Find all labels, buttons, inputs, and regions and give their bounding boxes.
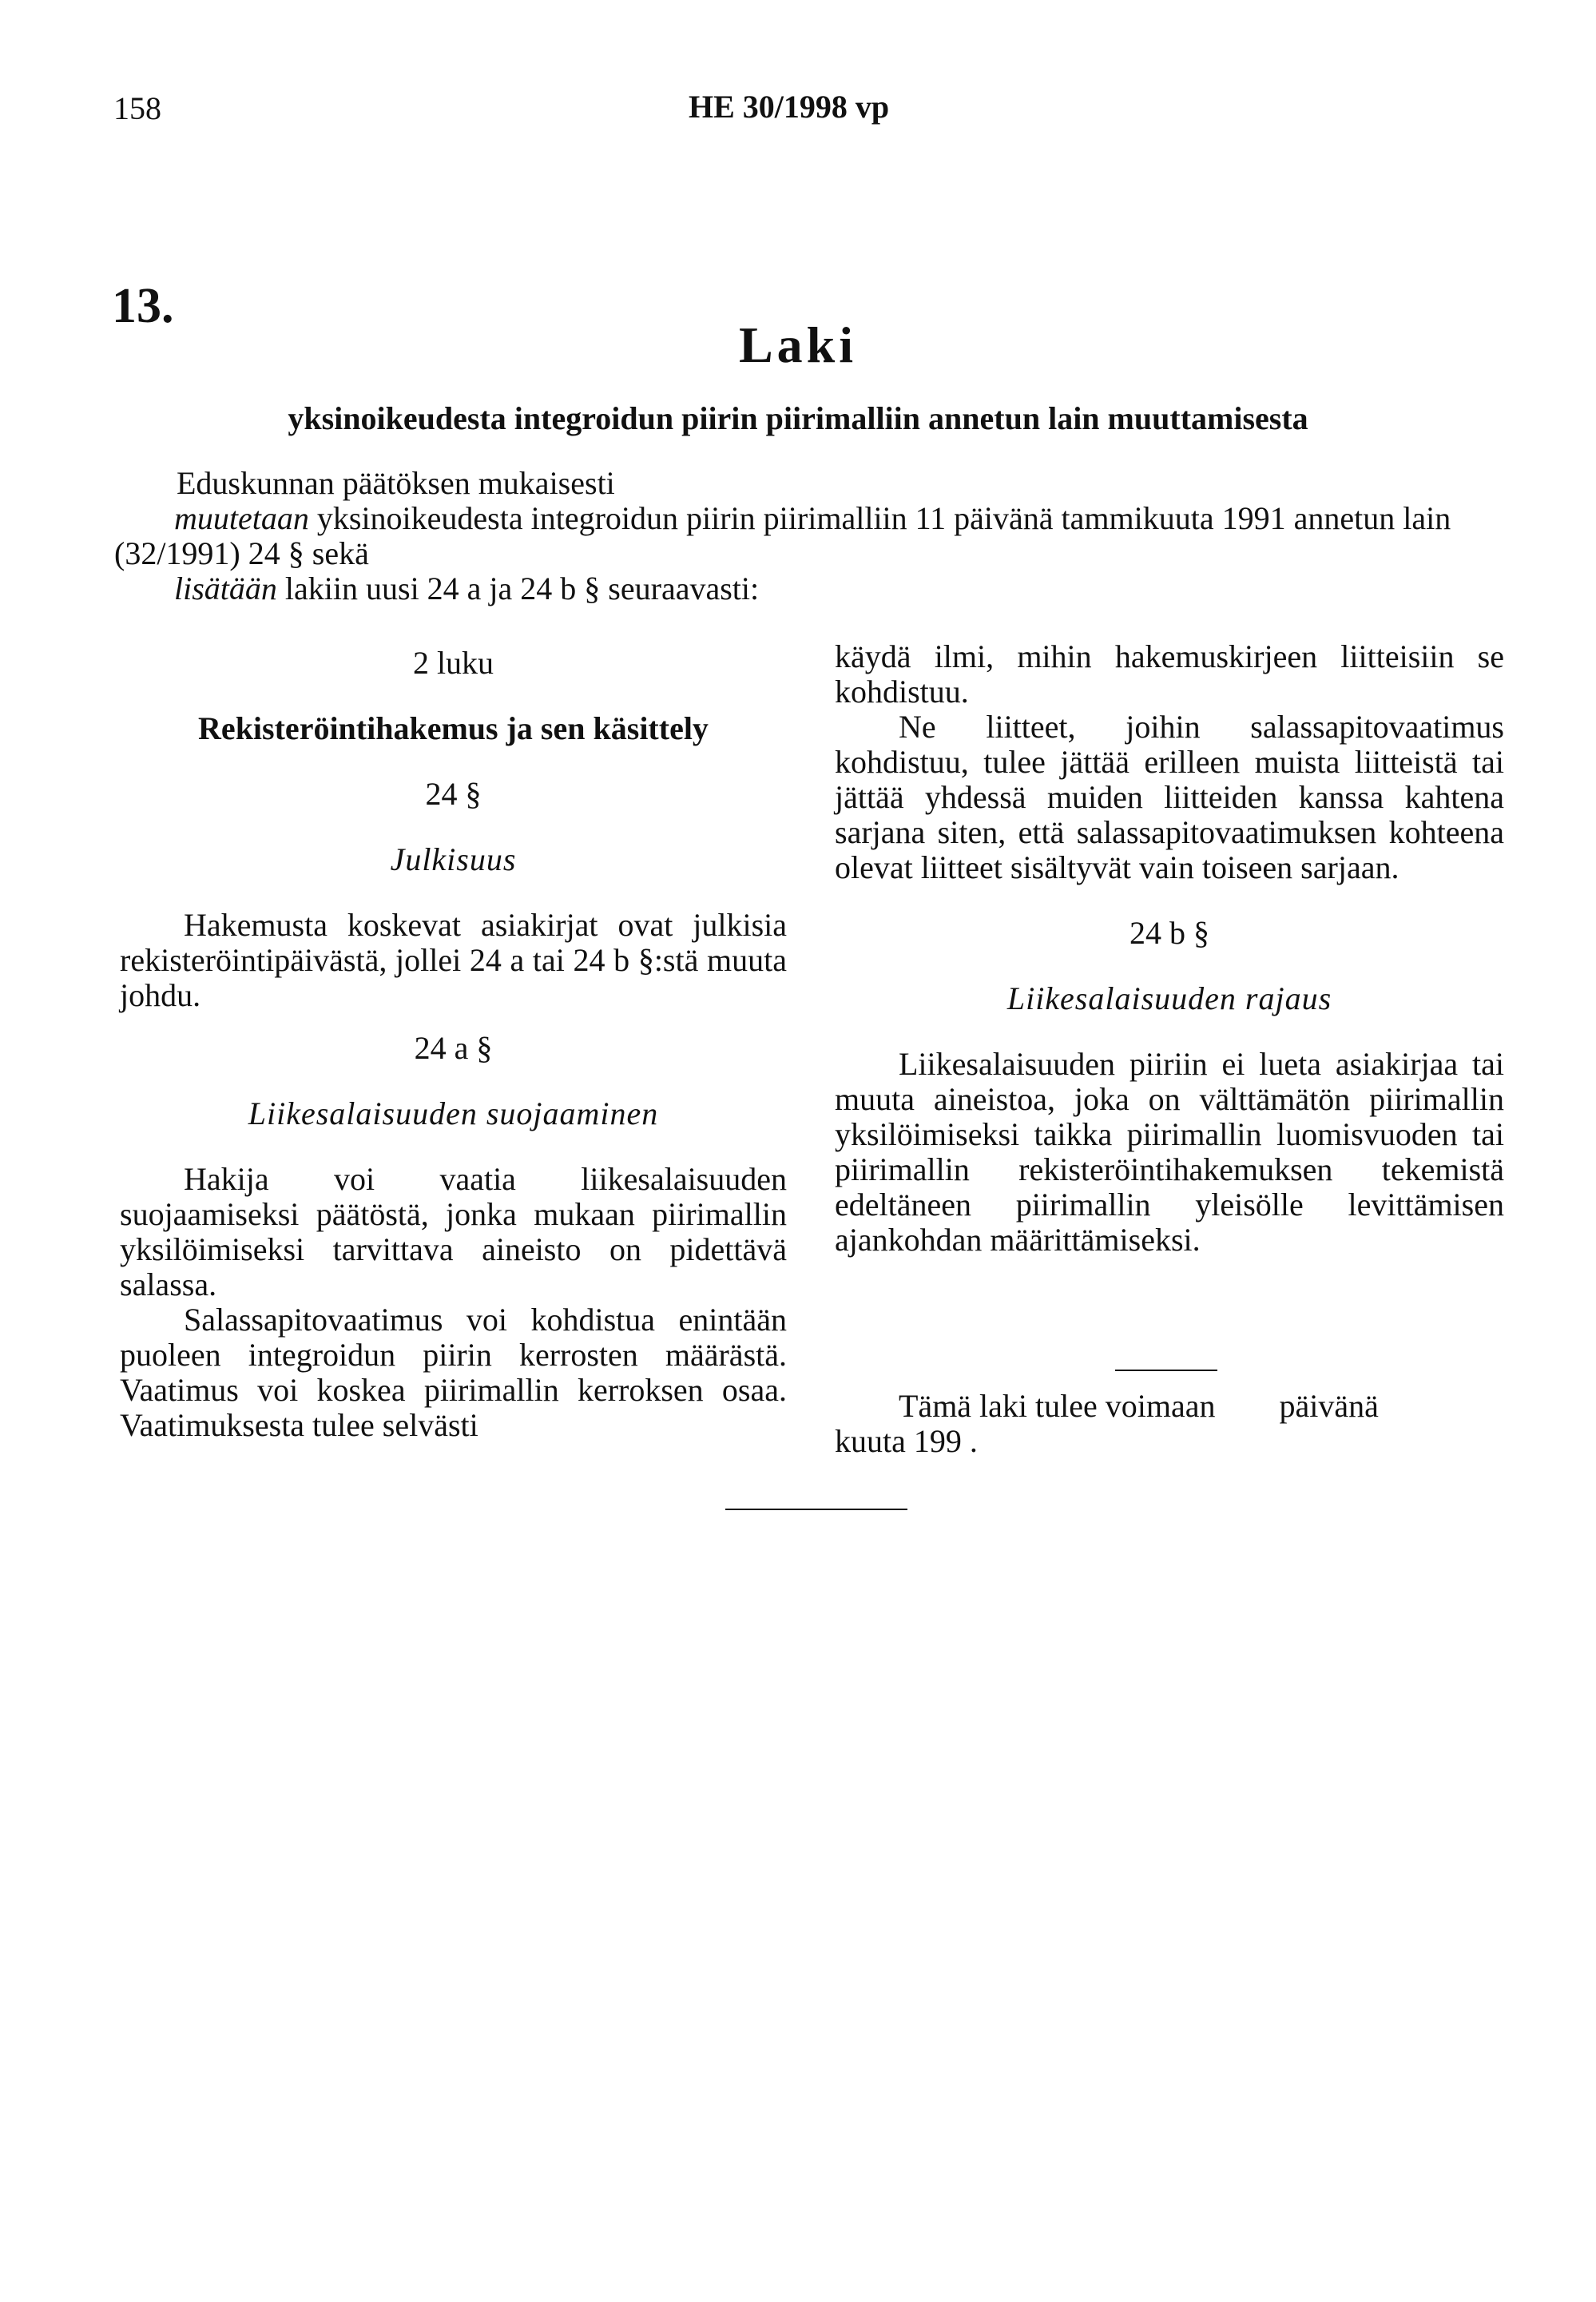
section-24a-number: 24 a §: [414, 1030, 493, 1066]
preamble-enactment: Eduskunnan päätöksen mukaisesti: [177, 465, 615, 501]
preamble-amend-verb: muutetaan: [174, 500, 309, 536]
section-24-number: 24 §: [425, 776, 482, 812]
section-24a-paragraph-2: Salassapitovaatimus voi kohdistua enintään puoleen integroidun piirin kerrosten määrästä. Vaatimus voi koskea piirimallin kerroksen osaa. Vaatimuksesta tulee selvästi: [120, 1302, 787, 1443]
preamble-amend-text: yksinoikeudesta integroidun piirin piirimalliin 11 päivänä tammikuuta 1991 annetun lain (32/1991) 24 § sekä: [114, 500, 1451, 571]
section-24a-paragraph-1: Hakija voi vaatia liikesalaisuuden suojaamiseksi päätöstä, jonka mukaan piirimallin yksilöimiseksi tarvittava aineisto on pidettävä salassa.: [120, 1161, 787, 1302]
preamble: [114, 466, 1496, 606]
end-divider: [725, 1509, 907, 1510]
preamble-addition: [114, 571, 1496, 606]
section-24b-text: Liikesalaisuuden piiriin ei lueta asiakirjaa tai muuta aineistoa, joka on välttämätön piirimallin yksilöimiseksi taikka piirimallin luomisvuoden tai piirimallin rekisteröintihakemuksen tekemistä edeltäneen piirimallin yleisölle levittämisen ajankohdan määrittämiseksi.: [835, 1046, 1504, 1258]
chapter-number: 2 luku: [412, 645, 494, 681]
document-reference: HE 30/1998 vp: [689, 89, 890, 125]
entry-into-force-text: Tämä laki tulee voimaan: [899, 1388, 1216, 1424]
preamble-add-text: lakiin uusi 24 a ja 24 b § seuraavasti:: [276, 571, 760, 606]
section-divider: [1115, 1370, 1217, 1371]
right-column: [835, 639, 1504, 1258]
page-number: 158: [113, 90, 161, 126]
section-24a-continuation: käydä ilmi, mihin hakemuskirjeen liitteisiin se kohdistuu.: [835, 638, 1504, 710]
section-24b-number: 24 b §: [1130, 915, 1209, 951]
section-24a-title: Liikesalaisuuden suojaaminen: [248, 1095, 659, 1131]
entry-into-force-month: kuuta 199 .: [835, 1423, 978, 1459]
law-number: 13.: [112, 279, 174, 333]
entry-into-force: [835, 1389, 1504, 1459]
law-heading: Laki: [738, 316, 858, 373]
entry-into-force-line: [835, 1389, 1504, 1424]
entry-into-force-day: päivänä: [1279, 1388, 1379, 1424]
preamble-amendment: [114, 501, 1496, 571]
section-24b-title: Liikesalaisuuden rajaus: [1006, 980, 1332, 1016]
section-24-text: Hakemusta koskevat asiakirjat ovat julkisia rekisteröintipäivästä, jollei 24 a tai 24 b §:stä muuta johdu.: [120, 907, 787, 1013]
preamble-add-verb: lisätään: [174, 571, 277, 606]
left-column: [120, 646, 787, 1443]
law-subtitle: yksinoikeudesta integroidun piirin piirimalliin annetun lain muuttamisesta: [288, 400, 1308, 436]
section-24a-paragraph-3: Ne liitteet, joihin salassapitovaatimus kohdistuu, tulee jättää erilleen muista liitteistä tai jättää yhdessä muiden liitteiden kanssa kahtena sarjana siten, että salassapitovaatimuksen kohteena olevat liitteet sisältyvät vain toiseen sarjaan.: [835, 709, 1504, 885]
section-24-title: Julkisuus: [390, 841, 517, 877]
chapter-title: Rekisteröintihakemus ja sen käsittely: [198, 710, 709, 746]
